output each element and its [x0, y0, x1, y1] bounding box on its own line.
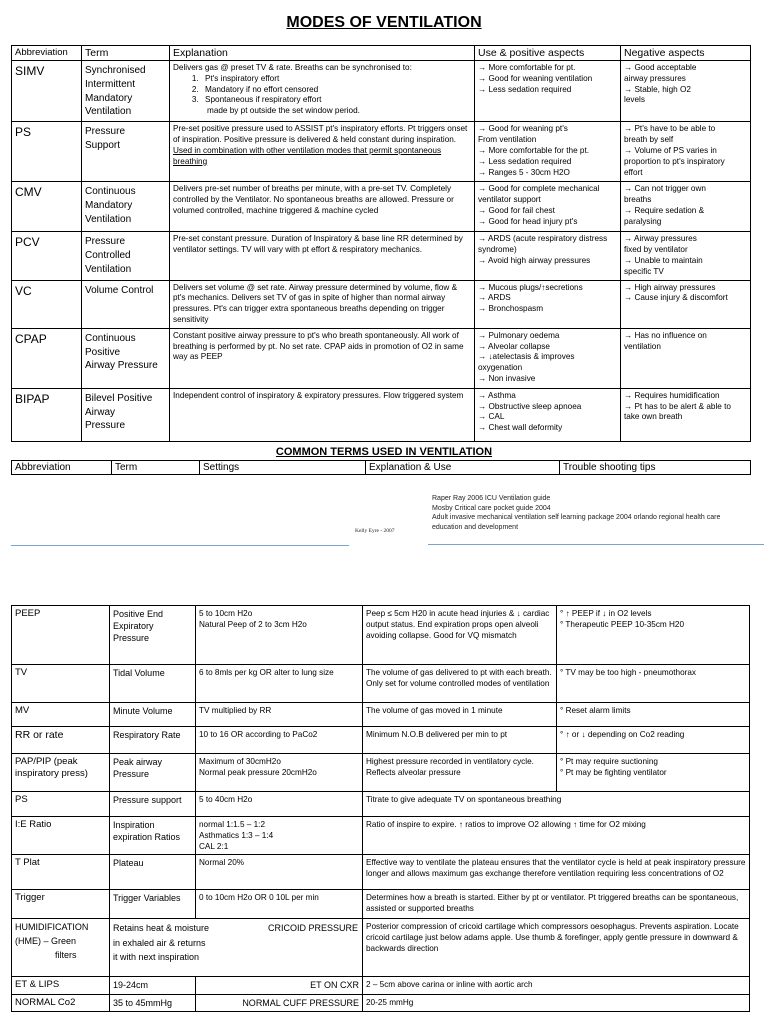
mode-term: Volume Control [82, 280, 170, 328]
term-abbreviation: RR or rate [12, 727, 110, 754]
term-name: Plateau [110, 855, 196, 890]
term-tips: ° Reset alarm limits [557, 703, 750, 727]
mode-abbreviation: BIPAP [12, 388, 82, 441]
term-tips: ° TV may be too high - pneumothorax [557, 665, 750, 703]
mode-explanation: Delivers set volume @ set rate. Airway pressure determined by volume, flow & pt's mechanics. Delivers set TV of gas in spite of higher than normal airway pressures. Pt's can trigger extra spontaneous breaths depending on trigger sensitivity [170, 280, 475, 328]
term-name: Peak airway Pressure [110, 754, 196, 792]
term-explanation: Posterior compression of cricoid cartilage which compressors oesophagus. Prevents aspiration. Locate cricoid cartilage just below adams apple. Use thumb & forefinger, apply gentle pressure in downward & backwards direction [363, 919, 750, 977]
table-row [12, 792, 750, 817]
terms-table [11, 605, 750, 1012]
mode-abbreviation: VC [12, 280, 82, 328]
table-header-row [12, 46, 751, 61]
term-explanation: Determines how a breath is started. Either by pt or ventilator. Pt triggered breaths can be spontaneous, assisted or supported breaths [363, 890, 750, 919]
table-row [12, 328, 751, 388]
mode-use: → Good for complete mechanical ventilator support → Good for fail chest → Good for head injury pt's [475, 182, 621, 232]
mode-abbreviation: SIMV [12, 61, 82, 122]
column-header: Explanation [170, 46, 475, 61]
section-title: COMMON TERMS USED IN VENTILATION [275, 446, 493, 458]
table-row [12, 182, 751, 232]
term-settings: Maximum of 30cmH2o Normal peak pressure 20cmH2o [196, 754, 363, 792]
divider-line [428, 544, 764, 545]
mode-abbreviation: PCV [12, 232, 82, 280]
term-name: Tidal Volume [110, 665, 196, 703]
term-settings: normal 1:1.5 – 1:2 Asthmatics 1:3 – 1:4 CAL 2:1 [196, 817, 363, 855]
mode-term: Pressure Controlled Ventilation [82, 232, 170, 280]
term-label: ET ON CXR [196, 977, 363, 995]
mode-explanation: Delivers gas @ preset TV & rate. Breaths can be synchronised to: 1. Pt's inspiratory effort 2. Mandatory if no effort censored 3. Spontaneous if respiratory effort made by pt outside the set window period. [170, 61, 475, 122]
column-header: Term [82, 46, 170, 61]
mode-use: → ARDS (acute respiratory distress syndrome) → Avoid high airway pressures [475, 232, 621, 280]
table-row [12, 977, 750, 995]
table-header-row [12, 461, 751, 475]
mode-use: → Good for weaning pt's From ventilation → More comfortable for the pt. → Less sedation required → Ranges 5 - 30cm H2O [475, 122, 621, 182]
mode-use: → Mucous plugs/↑secretions → ARDS → Bronchospasm [475, 280, 621, 328]
column-header: Term [112, 461, 200, 475]
mode-negative: → High airway pressures → Cause injury & discomfort [621, 280, 751, 328]
mode-explanation: Pre-set positive pressure used to ASSIST pt's inspiratory efforts. Pt triggers onset of inspiration. Positive pressure is delivered & held constant during inspiration. Used in combination with other ventilation modes that permit spontaneous breathing [170, 122, 475, 182]
table-row [12, 995, 750, 1012]
term-explanation: 2 – 5cm above carina or inline with aortic arch [363, 977, 750, 995]
term-name: Pressure support [110, 792, 196, 817]
term-abbreviation: ET & LIPS [12, 977, 110, 995]
term-name: Retains heat & moisture in exhaled air & returns it with next inspiration CRICOID PRESSURE [110, 919, 363, 977]
table-row [12, 61, 751, 122]
column-header: Abbreviation [12, 46, 82, 61]
mode-use: → More comfortable for pt. → Good for weaning ventilation → Less sedation required [475, 61, 621, 122]
mode-abbreviation: CMV [12, 182, 82, 232]
term-tips: ° Pt may require suctioning ° Pt may be fighting ventilator [557, 754, 750, 792]
term-settings: 5 to 40cm H2o [196, 792, 363, 817]
term-abbreviation: HUMIDIFICATION (HME) – Green filters [12, 919, 110, 977]
term-abbreviation: PEEP [12, 606, 110, 665]
references: Raper Ray 2006 ICU Ventilation guide Mosby Critical care pocket guide 2004 Adult invasive mechanical ventilation self learning package 2004 orlando regional health care education and development [432, 495, 721, 531]
term-abbreviation: MV [12, 703, 110, 727]
column-header: Negative aspects [621, 46, 751, 61]
term-settings: TV multiplied by RR [196, 703, 363, 727]
mode-term: Pressure Support [82, 122, 170, 182]
page-title: MODES OF VENTILATION [286, 14, 482, 31]
table-row [12, 817, 750, 855]
column-header: Trouble shooting tips [560, 461, 751, 475]
mode-term: Continuous Positive Airway Pressure [82, 328, 170, 388]
term-settings: Normal 20% [196, 855, 363, 890]
mode-negative: → Pt's have to be able to breath by self → Volume of PS varies in proportion to pt's inspiratory effort [621, 122, 751, 182]
term-explanation: Minimum N.O.B delivered per min to pt [363, 727, 557, 754]
mode-use: → Asthma → Obstructive sleep apnoea → CAL → Chest wall deformity [475, 388, 621, 441]
mode-explanation: Independent control of inspiratory & expiratory pressures. Flow triggered system [170, 388, 475, 441]
term-explanation: Titrate to give adequate TV on spontaneous breathing [363, 792, 750, 817]
mode-explanation: Pre-set constant pressure. Duration of Inspiratory & base line RR determined by ventilator settings. TV will vary with pt effort & respiratory mechanics. [170, 232, 475, 280]
table-row [12, 703, 750, 727]
mode-abbreviation: CPAP [12, 328, 82, 388]
mode-explanation: Delivers pre-set number of breaths per minute, with a pre-set TV. Completely controlled by the Ventilator. No spontaneous breaths are allowed. Pressure or volumed controlled, machine triggered & machine cycled [170, 182, 475, 232]
table-row [12, 855, 750, 890]
term-explanation: 20-25 mmHg [363, 995, 750, 1012]
term-explanation: Ratio of inspire to expire. ↑ ratios to improve O2 allowing ↑ time for O2 mixing [363, 817, 750, 855]
term-settings: 5 to 10cm H2o Natural Peep of 2 to 3cm H2o [196, 606, 363, 665]
table-row [12, 665, 750, 703]
table-row [12, 919, 750, 977]
term-name: 19-24cm [110, 977, 196, 995]
mode-negative: → Requires humidification → Pt has to be alert & able to take own breath [621, 388, 751, 441]
mode-negative: → Can not trigger own breaths → Require sedation & paralysing [621, 182, 751, 232]
term-abbreviation: NORMAL Co2 [12, 995, 110, 1012]
term-abbreviation: T Plat [12, 855, 110, 890]
table-row [12, 727, 750, 754]
column-header: Explanation & Use [366, 461, 560, 475]
mode-negative: → Has no influence on ventilation [621, 328, 751, 388]
term-name: Respiratory Rate [110, 727, 196, 754]
mode-explanation: Constant positive airway pressure to pt's who breath spontaneously. All work of breathing is performed by pt. No set rate. CPAP aids in promotion of O2 in same way as PEEP [170, 328, 475, 388]
table-row [12, 606, 750, 665]
term-settings: 0 to 10cm H2o OR 0 10L per min [196, 890, 363, 919]
mode-negative: → Airway pressures fixed by ventilator → Unable to maintain specific TV [621, 232, 751, 280]
term-tips: ° ↑ or ↓ depending on Co2 reading [557, 727, 750, 754]
mode-term: Bilevel Positive Airway Pressure [82, 388, 170, 441]
mode-negative: → Good acceptable airway pressures → Stable, high O2 levels [621, 61, 751, 122]
term-settings: 6 to 8mls per kg OR alter to lung size [196, 665, 363, 703]
table-row [12, 754, 750, 792]
table-row [12, 280, 751, 328]
term-explanation: The volume of gas delivered to pt with each breath. Only set for volume controlled modes of ventilation [363, 665, 557, 703]
term-name: Trigger Variables [110, 890, 196, 919]
mode-abbreviation: PS [12, 122, 82, 182]
term-explanation: Effective way to ventilate the plateau ensures that the ventilator cycle is held at peak inspiratory pressure longer and allows maximum gas exchange therefore ventilation requiring less concentrations of O2 [363, 855, 750, 890]
author-credit: Kelly Eyre - 2007 [355, 528, 395, 534]
term-name: 35 to 45mmHg [110, 995, 196, 1012]
term-abbreviation: Trigger [12, 890, 110, 919]
term-abbreviation: PS [12, 792, 110, 817]
column-header: Abbreviation [12, 461, 112, 475]
term-abbreviation: PAP/PIP (peak inspiratory press) [12, 754, 110, 792]
table-row [12, 122, 751, 182]
modes-table [11, 45, 751, 442]
table-row [12, 232, 751, 280]
term-explanation: The volume of gas moved in 1 minute [363, 703, 557, 727]
column-header: Use & positive aspects [475, 46, 621, 61]
common-terms-header [11, 460, 751, 475]
term-settings: 10 to 16 OR according to PaCo2 [196, 727, 363, 754]
term-explanation: Highest pressure recorded in ventilatory cycle. Reflects alveolar pressure [363, 754, 557, 792]
divider-line [11, 545, 349, 546]
term-abbreviation: TV [12, 665, 110, 703]
cricoid-label: CRICOID PRESSURE [267, 923, 358, 934]
term-name: Minute Volume [110, 703, 196, 727]
table-row [12, 388, 751, 441]
term-explanation: Peep ≤ 5cm H20 in acute head injuries & ↓ cardiac output status. End expiration props open alveoli avoiding collapse. Good for VQ mismatch [363, 606, 557, 665]
table-row [12, 890, 750, 919]
term-tips: ° ↑ PEEP if ↓ in O2 levels ° Therapeutic PEEP 10-35cm H20 [557, 606, 750, 665]
mode-term: Continuous Mandatory Ventilation [82, 182, 170, 232]
term-abbreviation: I:E Ratio [12, 817, 110, 855]
term-name: Positive End Expiratory Pressure [110, 606, 196, 665]
term-name: Inspiration expiration Ratios [110, 817, 196, 855]
mode-use: → Pulmonary oedema → Alveolar collapse → ↓atelectasis & improves oxygenation → Non invasive [475, 328, 621, 388]
column-header: Settings [200, 461, 366, 475]
mode-term: Synchronised Intermittent Mandatory Ventilation [82, 61, 170, 122]
term-label: NORMAL CUFF PRESSURE [196, 995, 363, 1012]
